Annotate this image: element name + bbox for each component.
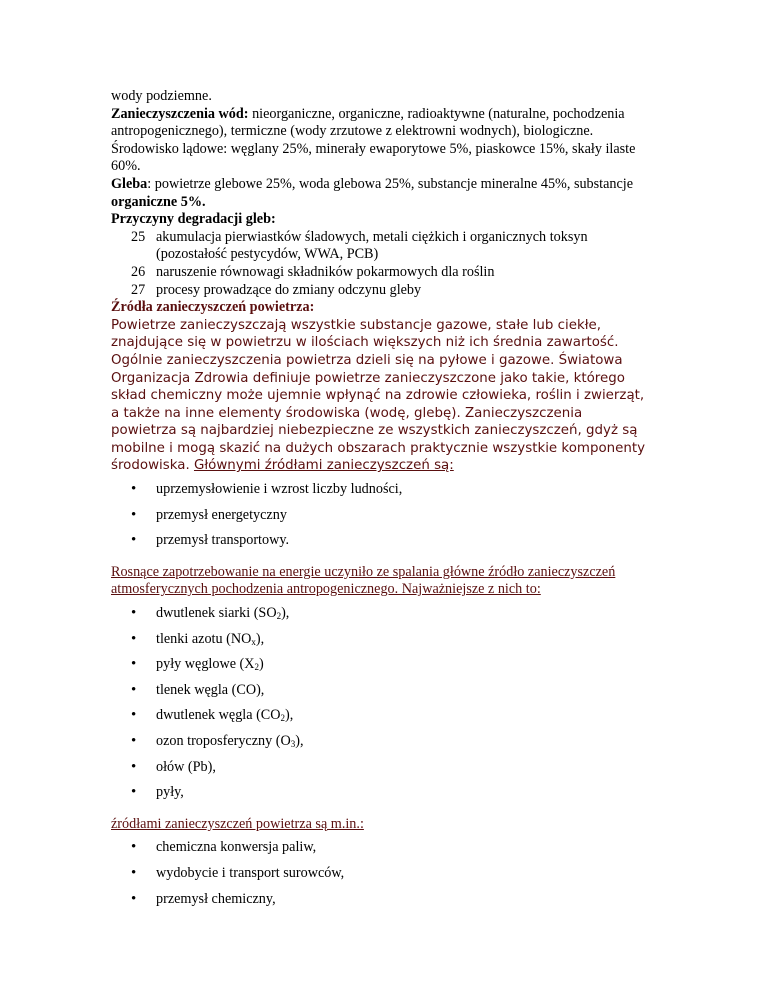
bullet-icon: •: [131, 890, 137, 907]
land-environment-paragraph: Środowisko lądowe: węglany 25%, minerały ewaporytowe 5%, piaskowce 15%, skały ilaste 60%.: [111, 140, 636, 175]
pollutant-name: pyły,: [156, 784, 184, 801]
soil-text: : powietrze glebowe 25%, woda glebowa 25%, substancje mineralne 45%, substancje: [147, 175, 634, 192]
bullet-icon: •: [131, 532, 137, 549]
list-item-text: naruszenie równowagi składników pokarmowych dla roślin: [156, 263, 495, 280]
soil-organic-bold: organiczne 5%.: [111, 193, 206, 210]
air-pollution-paragraph: [111, 317, 651, 475]
pollutant-name: tlenki azotu (NO: [156, 630, 252, 647]
list-item: [111, 707, 651, 733]
bullet-icon: •: [131, 630, 137, 647]
list-number: 25: [131, 228, 146, 245]
pollutant-subscript: 3: [290, 739, 296, 749]
air-pollution-text: Powietrze zanieczyszczają wszystkie substancje gazowe, stałe lub ciekłe, znajdujące się w powietrzu w ilościach większych niż ich średnia zawartość. Ogólnie zanieczyszczenia powietrza dzieli się na pyłowe i gazowe. Światowa Organizacja Zdrowia definiuje powietrze zanieczyszczone jako takie, którego skład chemiczny może ujemnie wpłynąć na zdrowie człowieka, roślin i zwierząt, a także na inne elementy środowiska (wodę, glebę). Zanieczyszczenia powietrza są najbardziej niebezpieczne ze wszystkich zanieczyszczeń, gdyż są mobilne i mogą skazić na dużych obszarach praktycznie wszystkie komponenty środowiska.: [111, 317, 646, 474]
pollutant-subscript: 2: [254, 662, 260, 673]
bullet-icon: •: [131, 681, 137, 698]
soil-degradation-list: [111, 229, 651, 299]
pollutant-name: ozon troposferyczny (O: [156, 733, 291, 749]
list-item: [111, 865, 651, 891]
list-item-text: akumulacja pierwiastków śladowych, metali ciężkich i organicznych toksyn (pozostałość pestycydów, WWA, PCB): [156, 228, 588, 263]
list-item: [111, 839, 651, 865]
other-sources-label: źródłami zanieczyszczeń powietrza są m.in.:: [111, 815, 364, 832]
water-pollution-paragraph: [111, 106, 651, 141]
bullet-icon: •: [131, 839, 137, 856]
bullet-icon: •: [131, 864, 137, 881]
list-item-text: procesy prowadzące do zmiany odczynu gleby: [156, 281, 422, 298]
intro-line: wody podziemne.: [111, 88, 212, 104]
pollutant-name: tlenek węgla (CO),: [156, 681, 265, 698]
document-page: [111, 88, 651, 922]
soil-label: Gleba: [111, 175, 148, 192]
list-number: 27: [131, 281, 146, 298]
air-sources-heading: Źródła zanieczyszczeń powietrza:: [111, 299, 315, 316]
list-item-text: przemysł transportowy.: [156, 532, 290, 549]
pollutant-subscript: x: [251, 636, 256, 647]
water-pollution-text: nieorganiczne, organiczne, radioaktywne (naturalne, pochodzenia antropogenicznego), termiczne (wody zrzutowe z elektrowni wodnych), biologiczne.: [111, 105, 625, 140]
bullet-icon: •: [131, 733, 137, 749]
list-item: [111, 282, 651, 300]
pollutant-name: ołów (Pb),: [156, 758, 216, 775]
soil-paragraph: [111, 176, 651, 211]
pollutant-name: pyły węglowe (X: [156, 656, 255, 673]
pollutants-list: [111, 605, 651, 810]
pollutant-name: dwutlenek siarki (SO: [156, 605, 277, 622]
list-item: [111, 532, 651, 558]
bullet-icon: •: [131, 758, 137, 775]
list-item-text: przemysł energetyczny: [156, 506, 287, 523]
bullet-icon: •: [131, 605, 137, 622]
list-item-text: przemysł chemiczny,: [156, 890, 276, 907]
energy-demand-paragraph: Rosnące zapotrzebowanie na energie uczyniło ze spalania główne źródło zanieczyszczeń atmosferycznych pochodzenia antropogenicznego. Najważniejsze z nich to:: [111, 563, 616, 598]
list-item-text: wydobycie i transport surowców,: [156, 864, 345, 881]
bullet-icon: •: [131, 506, 137, 523]
pollutant-suffix: ),: [255, 630, 265, 647]
bullet-icon: •: [131, 481, 137, 498]
pollutant-suffix: ),: [285, 707, 294, 724]
pollutant-suffix: ),: [281, 605, 290, 622]
list-item: [111, 733, 651, 759]
bullet-icon: •: [131, 656, 137, 673]
pollutant-subscript: 2: [280, 713, 286, 724]
bullet-icon: •: [131, 707, 137, 724]
pollutant-suffix: ): [259, 656, 264, 673]
main-sources-list: [111, 481, 651, 558]
other-sources-list: [111, 839, 651, 916]
list-item: [111, 682, 651, 708]
list-item: [111, 229, 651, 264]
water-pollution-label: Zanieczyszczenia wód:: [111, 105, 249, 122]
list-item: [111, 631, 651, 657]
pollutant-name: dwutlenek węgla (CO: [156, 707, 281, 724]
pollutant-suffix: ),: [295, 733, 304, 749]
list-item: [111, 759, 651, 785]
soil-degradation-heading: Przyczyny degradacji gleb:: [111, 211, 276, 228]
list-item: [111, 784, 651, 810]
list-item: [111, 605, 651, 631]
list-item: [111, 507, 651, 533]
list-number: 26: [131, 263, 146, 280]
list-item-text: chemiczna konwersja paliw,: [156, 839, 317, 856]
pollutant-subscript: 2: [276, 611, 282, 622]
main-sources-label: Głównymi źródłami zanieczyszczeń są:: [193, 458, 454, 474]
list-item: [111, 891, 651, 917]
list-item: [111, 264, 651, 282]
bullet-icon: •: [131, 784, 137, 801]
list-item-text: uprzemysłowienie i wzrost liczby ludności,: [156, 481, 403, 498]
list-item: [111, 656, 651, 682]
list-item: [111, 481, 651, 507]
